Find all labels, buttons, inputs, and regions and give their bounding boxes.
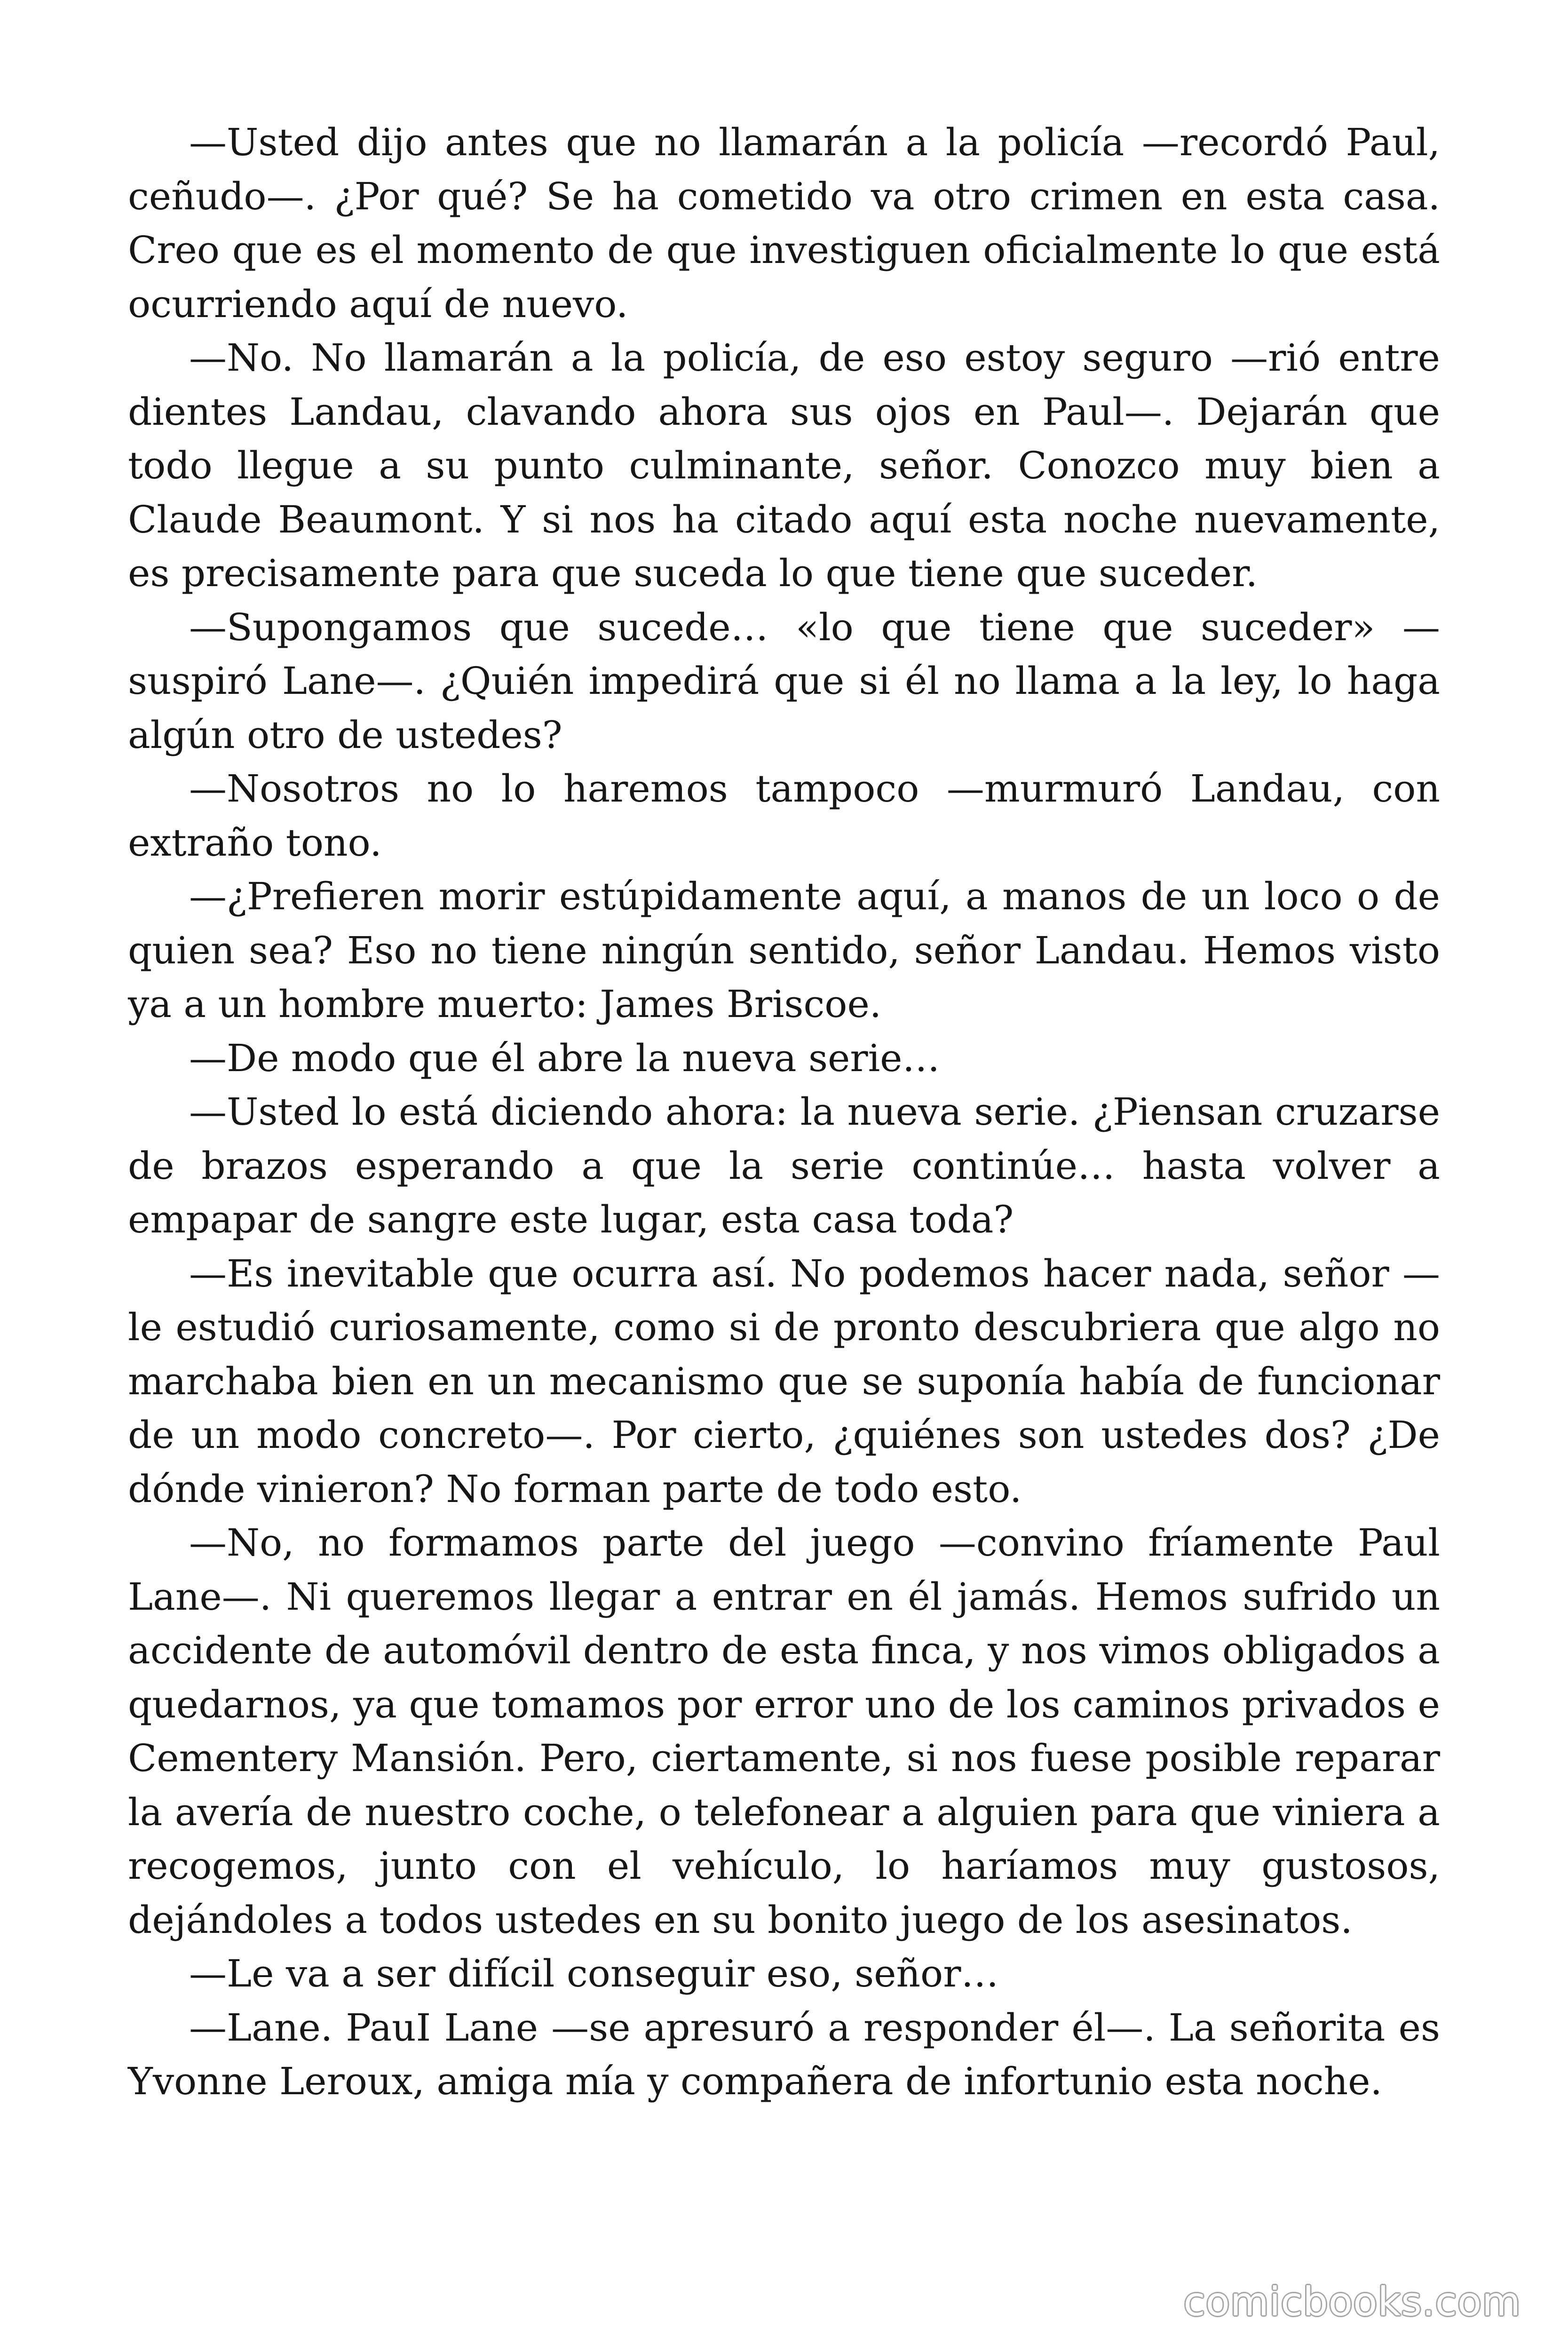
paragraph-2: —No. No llamarán a la policía, de eso estoy seguro —rió entre dientes Landau, clavando ahora sus ojos en Paul—. Dejarán que todo llegue a su punto culminante, señor. Conozco muy bien a Claude Beaumont. Y si nos ha citado aquí esta noche nuevamente, es precisamente para que suceda lo que tiene que suceder. xyxy=(128,336,1440,595)
paragraph-4: —Nosotros no lo haremos tampoco —murmuró Landau, con extraño tono. xyxy=(128,767,1440,865)
paragraph-3: —Supongamos que sucede… «lo que tiene que suceder» — suspiró Lane—. ¿Quién impedirá que si él no llama a la ley, lo haga algún otro de ustedes? xyxy=(128,605,1440,757)
paragraph-11: —Lane. PauI Lane —se apresuró a responder él—. La señorita es Yvonne Leroux, amiga mía y compañera de infortunio esta noche. xyxy=(128,2005,1440,2103)
paragraph-9: —No, no formamos parte del juego —convino fríamente Paul Lane—. Ni queremos llegar a entrar en él jamás. Hemos sufrido un accidente de automóvil dentro de esta finca, y nos vimos obligados a quedarnos, ya que tomamos por error uno de los caminos privados e Cementery Mansión. Pero, ciertamente, si nos fuese posible reparar la avería de nuestro coche, o telefonear a alguien para que viniera a recogemos, junto con el vehículo, lo haríamos muy gustosos, dejándoles a todos ustedes en su bonito juego de los asesinatos. xyxy=(128,1521,1440,1942)
paragraph-5: —¿Prefieren morir estúpidamente aquí, a manos de un loco o de quien sea? Eso no tiene ningún sentido, señor Landau. Hemos visto ya a un hombre muerto: James Briscoe. xyxy=(128,874,1440,1026)
paragraph-8: —Es inevitable que ocurra así. No podemos hacer nada, señor — le estudió curiosamente, como si de pronto descubriera que algo no marchaba bien en un mecanismo que se suponía había de funcionar de un modo concreto—. Por cierto, ¿quiénes son ustedes dos? ¿De dónde vinieron? No forman parte de todo esto. xyxy=(128,1251,1440,1511)
watermark: comicbooks.com xyxy=(1183,2279,1521,2325)
paragraph-10: —Le va a ser difícil conseguir eso, señor… xyxy=(189,1952,999,1995)
body-text xyxy=(128,116,1440,2109)
paragraph-6: —De modo que él abre la nueva serie… xyxy=(189,1036,940,1080)
paragraph-7: —Usted lo está diciendo ahora: la nueva serie. ¿Piensan cruzarse de brazos esperando a que la serie continúe… hasta volver a empapar de sangre este lugar, esta casa toda? xyxy=(128,1090,1440,1241)
paragraph-1: —Usted dijo antes que no llamarán a la policía —recordó Paul, ceñudo—. ¿Por qué? Se ha cometido va otro crimen en esta casa. Creo que es el momento de que investiguen oficialmente lo que está ocurriendo aquí de nuevo. xyxy=(128,120,1440,326)
